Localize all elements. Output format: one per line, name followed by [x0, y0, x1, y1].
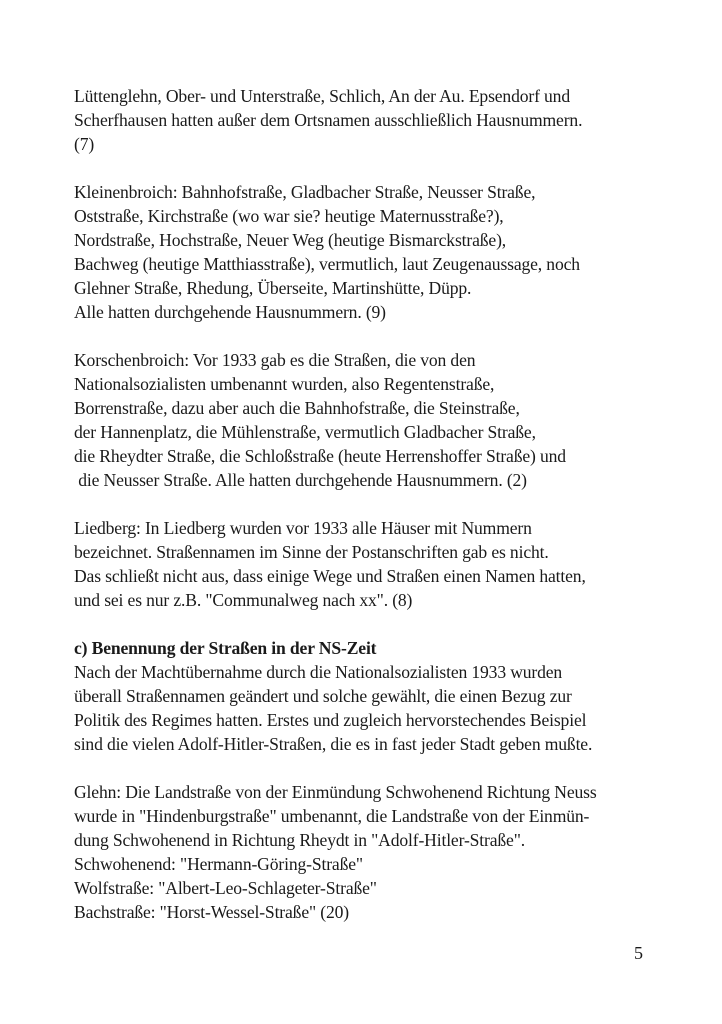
text-line: Liedberg: In Liedberg wurden vor 1933 alle Häuser mit Nummern: [74, 518, 532, 538]
paragraph-lüttenglehn: [74, 84, 664, 156]
paragraph-liedberg: [74, 516, 664, 612]
text-line: die Neusser Straße. Alle hatten durchgehende Hausnummern. (2): [74, 470, 527, 490]
document-page: [74, 84, 664, 924]
text-line: Lüttenglehn, Ober- und Unterstraße, Schlich, An der Au. Epsendorf und: [74, 86, 570, 106]
paragraph-spacer: [74, 492, 664, 516]
text-line: Oststraße, Kirchstraße (wo war sie? heutige Maternusstraße?),: [74, 206, 504, 226]
text-line: Korschenbroich: Vor 1933 gab es die Straßen, die von den: [74, 350, 476, 370]
text-line: (7): [74, 134, 95, 154]
text-line: wurde in "Hindenburgstraße" umbenannt, die Landstraße von der Einmün-: [74, 806, 590, 826]
text-line: Alle hatten durchgehende Hausnummern. (9): [74, 302, 386, 322]
text-line: Glehn: Die Landstraße von der Einmündung Schwohenend Richtung Neuss: [74, 782, 597, 802]
text-line: und sei es nur z.B. "Communalweg nach xx". (8): [74, 590, 413, 610]
text-line: sind die vielen Adolf-Hitler-Straßen, die es in fast jeder Stadt geben mußte.: [74, 734, 593, 754]
text-line: Kleinenbroich: Bahnhofstraße, Gladbacher Straße, Neusser Straße,: [74, 182, 536, 202]
text-line: Borrenstraße, dazu aber auch die Bahnhofstraße, die Steinstraße,: [74, 398, 520, 418]
text-line: Scherfhausen hatten außer dem Ortsnamen ausschließlich Hausnummern.: [74, 110, 583, 130]
paragraph-spacer: [74, 156, 664, 180]
section-ns-zeit: [74, 636, 664, 756]
text-line: Nordstraße, Hochstraße, Neuer Weg (heutige Bismarckstraße),: [74, 230, 507, 250]
text-line: Nach der Machtübernahme durch die Nationalsozialisten 1933 wurden: [74, 662, 563, 682]
paragraph-spacer: [74, 612, 664, 636]
text-line: Bachweg (heutige Matthiasstraße), vermutlich, laut Zeugenaussage, noch: [74, 254, 580, 274]
text-line: bezeichnet. Straßennamen im Sinne der Postanschriften gab es nicht.: [74, 542, 549, 562]
text-line: Glehner Straße, Rhedung, Überseite, Martinshütte, Düpp.: [74, 278, 472, 298]
text-line: Wolfstraße: "Albert-Leo-Schlageter-Straße": [74, 878, 377, 898]
text-line: Nationalsozialisten umbenannt wurden, also Regentenstraße,: [74, 374, 495, 394]
paragraph-glehn: [74, 780, 664, 924]
paragraph-spacer: [74, 756, 664, 780]
text-line: Politik des Regimes hatten. Erstes und zugleich hervorstechendes Beispiel: [74, 710, 587, 730]
page-number: 5: [634, 943, 643, 963]
paragraph-kleinenbroich: [74, 180, 664, 324]
text-line: überall Straßennamen geändert und solche gewählt, die einen Bezug zur: [74, 686, 572, 706]
text-line: die Rheydter Straße, die Schloßstraße (heute Herrenshoffer Straße) und: [74, 446, 566, 466]
paragraph-korschenbroich: [74, 348, 664, 492]
section-heading: c) Benennung der Straßen in der NS-Zeit: [74, 638, 377, 658]
text-line: der Hannenplatz, die Mühlenstraße, vermutlich Gladbacher Straße,: [74, 422, 536, 442]
text-line: Bachstraße: "Horst-Wessel-Straße" (20): [74, 902, 349, 922]
paragraph-spacer: [74, 324, 664, 348]
text-line: Schwohenend: "Hermann-Göring-Straße": [74, 854, 363, 874]
text-line: Das schließt nicht aus, dass einige Wege und Straßen einen Namen hatten,: [74, 566, 586, 586]
text-line: dung Schwohenend in Richtung Rheydt in "Adolf-Hitler-Straße".: [74, 830, 525, 850]
